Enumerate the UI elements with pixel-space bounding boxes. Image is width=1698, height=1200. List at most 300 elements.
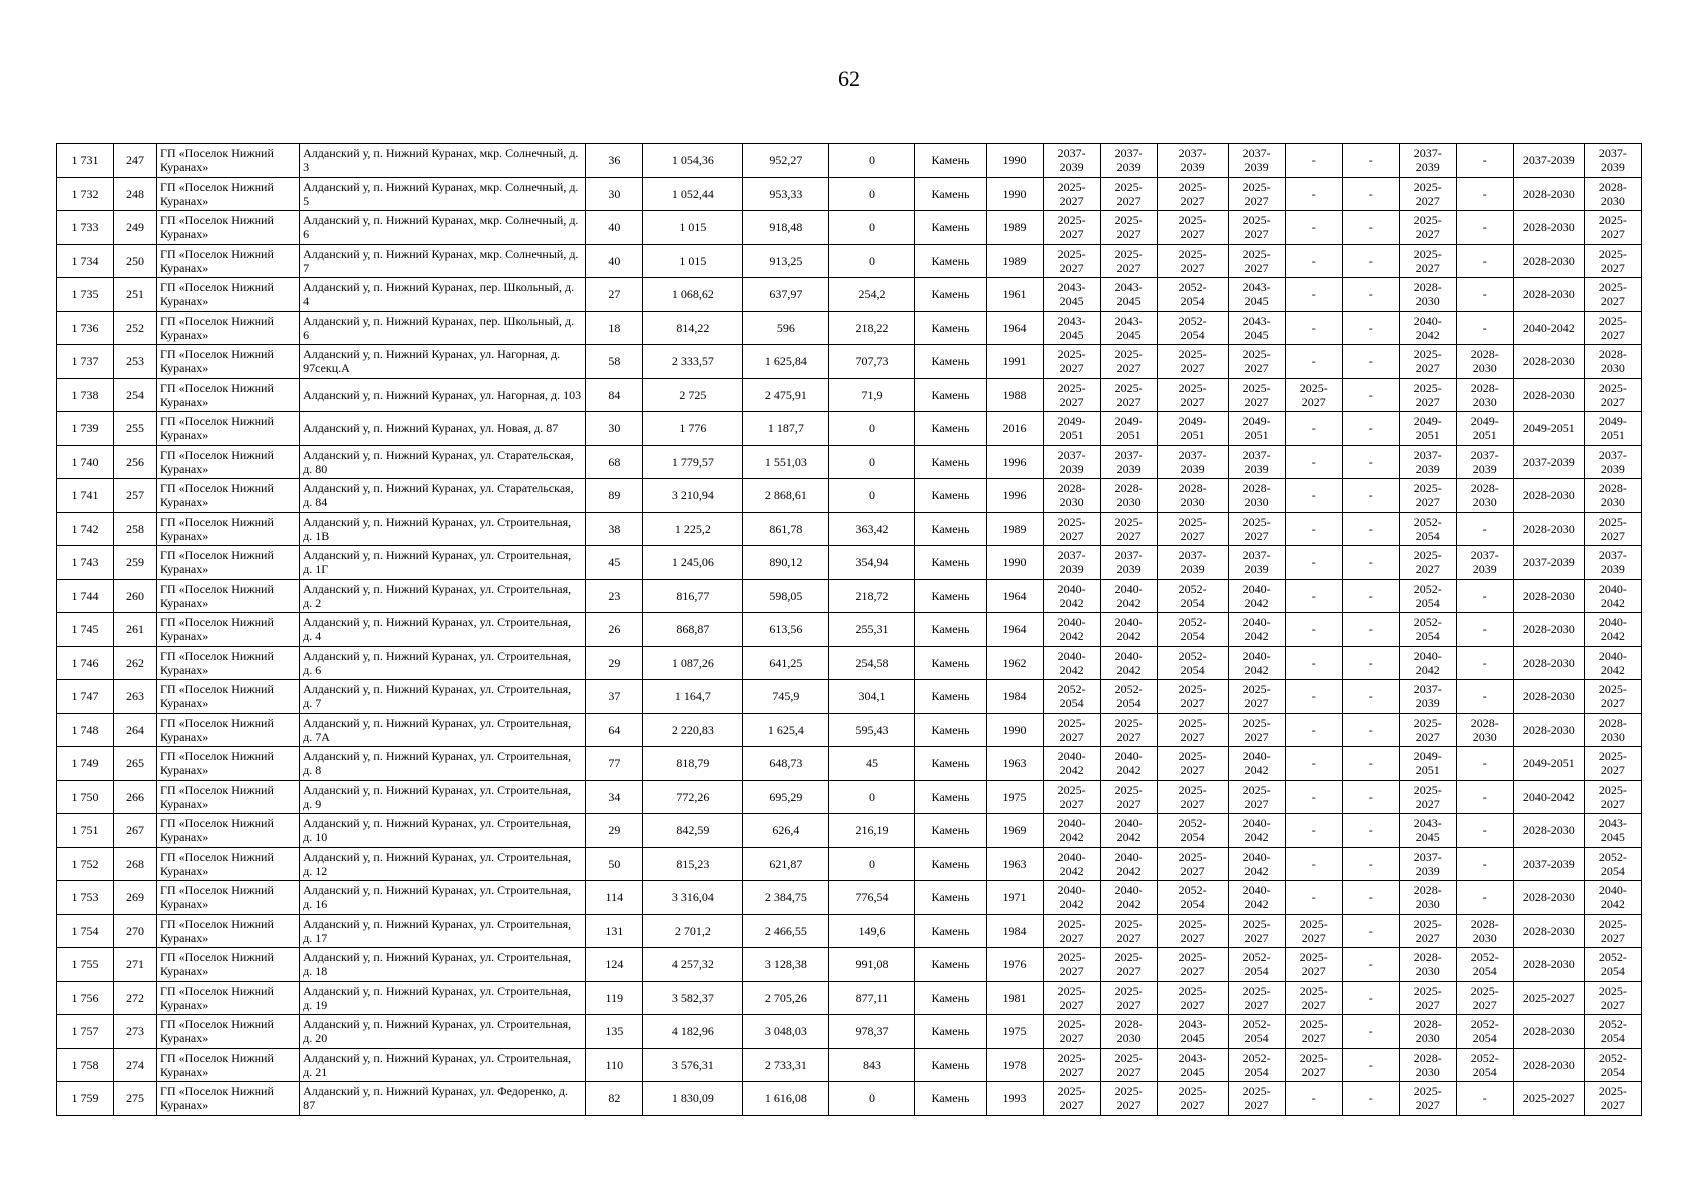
total-area-cell: 4 257,32 xyxy=(643,948,743,982)
municipality-cell: ГП «Поселок Нижний Куранах» xyxy=(157,412,300,446)
repair-period-cell: 2049- 2051 xyxy=(1456,412,1513,446)
repair-period-cell: - xyxy=(1285,780,1342,814)
repair-period-cell: 2028-2030 xyxy=(1513,881,1584,915)
table-row xyxy=(57,311,1642,345)
table-row xyxy=(57,144,1642,178)
year-built-cell: 1989 xyxy=(986,211,1043,245)
repair-period-cell: - xyxy=(1342,445,1399,479)
nonresidential-area-cell: 255,31 xyxy=(829,613,915,647)
repair-period-cell: 2028- 2030 xyxy=(1399,1015,1456,1049)
repair-period-cell: 2025- 2027 xyxy=(1043,345,1100,379)
repair-period-cell: 2025- 2027 xyxy=(1584,211,1641,245)
repair-period-cell: 2037- 2039 xyxy=(1456,445,1513,479)
repair-period-cell: 2025- 2027 xyxy=(1584,244,1641,278)
year-built-cell: 1963 xyxy=(986,747,1043,781)
repair-period-cell: 2040- 2042 xyxy=(1228,847,1285,881)
table-row xyxy=(57,981,1642,1015)
municipality-cell: ГП «Поселок Нижний Куранах» xyxy=(157,244,300,278)
municipality-cell: ГП «Поселок Нижний Куранах» xyxy=(157,680,300,714)
table-row xyxy=(57,412,1642,446)
nonresidential-area-cell: 877,11 xyxy=(829,981,915,1015)
wall-material-cell: Камень xyxy=(915,479,986,513)
address-cell: Алданский у, п. Нижний Куранах, ул. Строительная, д. 8 xyxy=(300,747,586,781)
repair-period-cell: 2025- 2027 xyxy=(1228,780,1285,814)
address-cell: Алданский у, п. Нижний Куранах, ул. Строительная, д. 2 xyxy=(300,579,586,613)
wall-material-cell: Камень xyxy=(915,244,986,278)
repair-period-cell: - xyxy=(1342,1082,1399,1116)
municipality-cell: ГП «Поселок Нижний Куранах» xyxy=(157,981,300,1015)
repair-period-cell: 2025- 2027 xyxy=(1285,981,1342,1015)
year-built-cell: 1990 xyxy=(986,546,1043,580)
repair-period-cell: 2025- 2027 xyxy=(1100,914,1157,948)
living-area-cell: 890,12 xyxy=(743,546,829,580)
living-area-cell: 1 625,4 xyxy=(743,713,829,747)
year-built-cell: 1964 xyxy=(986,579,1043,613)
local-number-cell: 253 xyxy=(114,345,157,379)
repair-period-cell: 2025- 2027 xyxy=(1399,211,1456,245)
row-number-cell: 1 745 xyxy=(57,613,114,647)
row-number-cell: 1 748 xyxy=(57,713,114,747)
living-area-cell: 626,4 xyxy=(743,814,829,848)
repair-period-cell: 2025- 2027 xyxy=(1584,278,1641,312)
repair-period-cell: 2025- 2027 xyxy=(1157,378,1228,412)
repair-period-cell: 2025- 2027 xyxy=(1228,1082,1285,1116)
repair-period-cell: 2040- 2042 xyxy=(1584,646,1641,680)
repair-period-cell: 2025- 2027 xyxy=(1285,948,1342,982)
living-area-cell: 648,73 xyxy=(743,747,829,781)
repair-period-cell: 2025- 2027 xyxy=(1157,345,1228,379)
repair-period-cell: 2037-2039 xyxy=(1513,546,1584,580)
repair-period-cell: 2025- 2027 xyxy=(1043,1048,1100,1082)
address-cell: Алданский у, п. Нижний Куранах, ул. Старательская, д. 80 xyxy=(300,445,586,479)
repair-period-cell: 2028- 2030 xyxy=(1456,345,1513,379)
wall-material-cell: Камень xyxy=(915,948,986,982)
total-area-cell: 1 779,57 xyxy=(643,445,743,479)
local-number-cell: 251 xyxy=(114,278,157,312)
nonresidential-area-cell: 0 xyxy=(829,847,915,881)
repair-period-cell: 2037- 2039 xyxy=(1399,144,1456,178)
wall-material-cell: Камень xyxy=(915,680,986,714)
repair-period-cell: 2025- 2027 xyxy=(1285,914,1342,948)
municipality-cell: ГП «Поселок Нижний Куранах» xyxy=(157,211,300,245)
local-number-cell: 250 xyxy=(114,244,157,278)
repair-period-cell: - xyxy=(1342,278,1399,312)
municipality-cell: ГП «Поселок Нижний Куранах» xyxy=(157,646,300,680)
repair-period-cell: 2040- 2042 xyxy=(1100,646,1157,680)
repair-period-cell: 2052- 2054 xyxy=(1157,311,1228,345)
repair-period-cell: 2037- 2039 xyxy=(1456,546,1513,580)
municipality-cell: ГП «Поселок Нижний Куранах» xyxy=(157,1015,300,1049)
local-number-cell: 256 xyxy=(114,445,157,479)
table-row xyxy=(57,680,1642,714)
living-area-cell: 598,05 xyxy=(743,579,829,613)
apartments-cell: 84 xyxy=(586,378,643,412)
row-number-cell: 1 751 xyxy=(57,814,114,848)
total-area-cell: 868,87 xyxy=(643,613,743,647)
repair-period-cell: - xyxy=(1342,1048,1399,1082)
repair-period-cell: - xyxy=(1342,378,1399,412)
address-cell: Алданский у, п. Нижний Куранах, мкр. Солнечный, д. 3 xyxy=(300,144,586,178)
repair-period-cell: 2025- 2027 xyxy=(1043,512,1100,546)
living-area-cell: 3 128,38 xyxy=(743,948,829,982)
repair-period-cell: 2028- 2030 xyxy=(1456,479,1513,513)
repair-period-cell: - xyxy=(1342,412,1399,446)
repair-period-cell: 2025- 2027 xyxy=(1584,747,1641,781)
nonresidential-area-cell: 0 xyxy=(829,1082,915,1116)
row-number-cell: 1 758 xyxy=(57,1048,114,1082)
repair-period-cell: 2025-2027 xyxy=(1513,1082,1584,1116)
year-built-cell: 1996 xyxy=(986,479,1043,513)
nonresidential-area-cell: 0 xyxy=(829,144,915,178)
repair-period-cell: - xyxy=(1456,747,1513,781)
repair-period-cell: 2052- 2054 xyxy=(1157,579,1228,613)
repair-period-cell: 2043- 2045 xyxy=(1399,814,1456,848)
apartments-cell: 40 xyxy=(586,244,643,278)
wall-material-cell: Камень xyxy=(915,881,986,915)
repair-period-cell: 2037- 2039 xyxy=(1157,144,1228,178)
repair-period-cell: 2025- 2027 xyxy=(1584,512,1641,546)
repair-period-cell: 2025- 2027 xyxy=(1157,1082,1228,1116)
total-area-cell: 1 225,2 xyxy=(643,512,743,546)
repair-period-cell: 2025- 2027 xyxy=(1100,1048,1157,1082)
table-row xyxy=(57,378,1642,412)
year-built-cell: 1969 xyxy=(986,814,1043,848)
address-cell: Алданский у, п. Нижний Куранах, ул. Строительная, д. 6 xyxy=(300,646,586,680)
nonresidential-area-cell: 595,43 xyxy=(829,713,915,747)
repair-period-cell: - xyxy=(1285,646,1342,680)
repair-period-cell: - xyxy=(1285,546,1342,580)
repair-period-cell: 2037- 2039 xyxy=(1228,546,1285,580)
apartments-cell: 124 xyxy=(586,948,643,982)
repair-period-cell: 2025- 2027 xyxy=(1157,177,1228,211)
repair-period-cell: 2052- 2054 xyxy=(1157,881,1228,915)
repair-period-cell: - xyxy=(1456,613,1513,647)
total-area-cell: 3 582,37 xyxy=(643,981,743,1015)
address-cell: Алданский у, п. Нижний Куранах, ул. Строительная, д. 21 xyxy=(300,1048,586,1082)
year-built-cell: 1990 xyxy=(986,177,1043,211)
repair-period-cell: 2037- 2039 xyxy=(1157,546,1228,580)
total-area-cell: 4 182,96 xyxy=(643,1015,743,1049)
nonresidential-area-cell: 991,08 xyxy=(829,948,915,982)
repair-period-cell: 2040- 2042 xyxy=(1228,613,1285,647)
total-area-cell: 1 052,44 xyxy=(643,177,743,211)
living-area-cell: 3 048,03 xyxy=(743,1015,829,1049)
municipality-cell: ГП «Поселок Нижний Куранах» xyxy=(157,445,300,479)
table-row xyxy=(57,1015,1642,1049)
living-area-cell: 918,48 xyxy=(743,211,829,245)
local-number-cell: 272 xyxy=(114,981,157,1015)
repair-period-cell: 2025- 2027 xyxy=(1228,914,1285,948)
row-number-cell: 1 754 xyxy=(57,914,114,948)
repair-period-cell: - xyxy=(1342,479,1399,513)
repair-period-cell: - xyxy=(1285,345,1342,379)
repair-period-cell: 2052- 2054 xyxy=(1399,512,1456,546)
year-built-cell: 1993 xyxy=(986,1082,1043,1116)
year-built-cell: 1981 xyxy=(986,981,1043,1015)
apartments-cell: 131 xyxy=(586,914,643,948)
repair-period-cell: 2025- 2027 xyxy=(1285,378,1342,412)
repair-period-cell: 2025- 2027 xyxy=(1043,177,1100,211)
repair-period-cell: 2040- 2042 xyxy=(1043,613,1100,647)
row-number-cell: 1 744 xyxy=(57,579,114,613)
living-area-cell: 641,25 xyxy=(743,646,829,680)
repair-period-cell: 2052- 2054 xyxy=(1228,1015,1285,1049)
repair-period-cell: 2040- 2042 xyxy=(1584,579,1641,613)
wall-material-cell: Камень xyxy=(915,412,986,446)
wall-material-cell: Камень xyxy=(915,613,986,647)
repair-period-cell: 2028- 2030 xyxy=(1399,278,1456,312)
total-area-cell: 818,79 xyxy=(643,747,743,781)
apartments-cell: 30 xyxy=(586,412,643,446)
table-row xyxy=(57,948,1642,982)
repair-period-cell: 2025- 2027 xyxy=(1157,680,1228,714)
municipality-cell: ГП «Поселок Нижний Куранах» xyxy=(157,512,300,546)
repair-period-cell: 2052- 2054 xyxy=(1043,680,1100,714)
repair-period-cell: - xyxy=(1342,345,1399,379)
nonresidential-area-cell: 218,22 xyxy=(829,311,915,345)
repair-period-cell: 2025- 2027 xyxy=(1100,948,1157,982)
local-number-cell: 273 xyxy=(114,1015,157,1049)
repair-period-cell: 2040- 2042 xyxy=(1100,847,1157,881)
row-number-cell: 1 742 xyxy=(57,512,114,546)
repair-period-cell: 2028- 2030 xyxy=(1100,479,1157,513)
repair-period-cell: 2040- 2042 xyxy=(1584,613,1641,647)
repair-period-cell: 2028- 2030 xyxy=(1456,378,1513,412)
total-area-cell: 2 220,83 xyxy=(643,713,743,747)
repair-period-cell: 2028- 2030 xyxy=(1100,1015,1157,1049)
repair-period-cell: 2037-2039 xyxy=(1513,445,1584,479)
apartments-cell: 119 xyxy=(586,981,643,1015)
municipality-cell: ГП «Поселок Нижний Куранах» xyxy=(157,914,300,948)
address-cell: Алданский у, п. Нижний Куранах, ул. Строительная, д. 4 xyxy=(300,613,586,647)
total-area-cell: 814,22 xyxy=(643,311,743,345)
nonresidential-area-cell: 0 xyxy=(829,244,915,278)
address-cell: Алданский у, п. Нижний Куранах, ул. Старательская, д. 84 xyxy=(300,479,586,513)
apartments-cell: 45 xyxy=(586,546,643,580)
repair-period-cell: 2040- 2042 xyxy=(1228,579,1285,613)
repair-period-cell: 2052- 2054 xyxy=(1157,613,1228,647)
living-area-cell: 745,9 xyxy=(743,680,829,714)
address-cell: Алданский у, п. Нижний Куранах, ул. Нагорная, д. 97секц.А xyxy=(300,345,586,379)
repair-period-cell: 2040- 2042 xyxy=(1043,747,1100,781)
repair-period-cell: 2025- 2027 xyxy=(1399,177,1456,211)
row-number-cell: 1 735 xyxy=(57,278,114,312)
wall-material-cell: Камень xyxy=(915,713,986,747)
repair-period-cell: - xyxy=(1342,948,1399,982)
repair-period-cell: 2025- 2027 xyxy=(1584,914,1641,948)
wall-material-cell: Камень xyxy=(915,1048,986,1082)
repair-period-cell: 2049- 2051 xyxy=(1584,412,1641,446)
repair-period-cell: - xyxy=(1285,211,1342,245)
wall-material-cell: Камень xyxy=(915,1082,986,1116)
repair-period-cell: 2025- 2027 xyxy=(1043,914,1100,948)
row-number-cell: 1 750 xyxy=(57,780,114,814)
address-cell: Алданский у, п. Нижний Куранах, ул. Строительная, д. 9 xyxy=(300,780,586,814)
municipality-cell: ГП «Поселок Нижний Куранах» xyxy=(157,847,300,881)
nonresidential-area-cell: 0 xyxy=(829,211,915,245)
repair-period-cell: 2025-2027 xyxy=(1513,981,1584,1015)
row-number-cell: 1 739 xyxy=(57,412,114,446)
repair-period-cell: 2028- 2030 xyxy=(1399,881,1456,915)
living-area-cell: 861,78 xyxy=(743,512,829,546)
repair-period-cell: - xyxy=(1285,613,1342,647)
living-area-cell: 637,97 xyxy=(743,278,829,312)
address-cell: Алданский у, п. Нижний Куранах, ул. Строительная, д. 18 xyxy=(300,948,586,982)
table-row xyxy=(57,244,1642,278)
apartments-cell: 37 xyxy=(586,680,643,714)
municipality-cell: ГП «Поселок Нижний Куранах» xyxy=(157,144,300,178)
apartments-cell: 34 xyxy=(586,780,643,814)
municipality-cell: ГП «Поселок Нижний Куранах» xyxy=(157,780,300,814)
repair-period-cell: - xyxy=(1342,780,1399,814)
total-area-cell: 1 164,7 xyxy=(643,680,743,714)
local-number-cell: 270 xyxy=(114,914,157,948)
repair-period-cell: 2043- 2045 xyxy=(1228,278,1285,312)
repair-period-cell: 2037- 2039 xyxy=(1584,546,1641,580)
repair-period-cell: 2040- 2042 xyxy=(1043,847,1100,881)
repair-period-cell: 2025- 2027 xyxy=(1228,378,1285,412)
repair-period-cell: 2040- 2042 xyxy=(1399,311,1456,345)
repair-period-cell: 2049- 2051 xyxy=(1399,412,1456,446)
local-number-cell: 269 xyxy=(114,881,157,915)
repair-period-cell: 2040- 2042 xyxy=(1100,747,1157,781)
repair-period-cell: - xyxy=(1342,646,1399,680)
local-number-cell: 259 xyxy=(114,546,157,580)
local-number-cell: 264 xyxy=(114,713,157,747)
address-cell: Алданский у, п. Нижний Куранах, ул. Строительная, д. 19 xyxy=(300,981,586,1015)
repair-period-cell: 2037- 2039 xyxy=(1100,546,1157,580)
year-built-cell: 1971 xyxy=(986,881,1043,915)
wall-material-cell: Камень xyxy=(915,445,986,479)
table-row xyxy=(57,177,1642,211)
municipality-cell: ГП «Поселок Нижний Куранах» xyxy=(157,177,300,211)
repair-period-cell: - xyxy=(1342,1015,1399,1049)
repair-period-cell: 2025- 2027 xyxy=(1399,981,1456,1015)
year-built-cell: 1963 xyxy=(986,847,1043,881)
repair-period-cell: 2028-2030 xyxy=(1513,914,1584,948)
address-cell: Алданский у, п. Нижний Куранах, ул. Строительная, д. 1В xyxy=(300,512,586,546)
apartments-cell: 27 xyxy=(586,278,643,312)
repair-period-cell: 2028-2030 xyxy=(1513,646,1584,680)
total-area-cell: 815,23 xyxy=(643,847,743,881)
local-number-cell: 274 xyxy=(114,1048,157,1082)
repair-period-cell: 2025- 2027 xyxy=(1399,713,1456,747)
repair-period-cell: 2043- 2045 xyxy=(1043,311,1100,345)
wall-material-cell: Камень xyxy=(915,311,986,345)
apartments-cell: 77 xyxy=(586,747,643,781)
wall-material-cell: Камень xyxy=(915,345,986,379)
repair-period-cell: - xyxy=(1342,881,1399,915)
repair-period-cell: 2025- 2027 xyxy=(1584,981,1641,1015)
repair-period-cell: 2025- 2027 xyxy=(1399,479,1456,513)
row-number-cell: 1 759 xyxy=(57,1082,114,1116)
wall-material-cell: Камень xyxy=(915,144,986,178)
repair-period-cell: 2052- 2054 xyxy=(1100,680,1157,714)
municipality-cell: ГП «Поселок Нижний Куранах» xyxy=(157,881,300,915)
repair-period-cell: 2025- 2027 xyxy=(1043,713,1100,747)
repair-period-cell: - xyxy=(1285,412,1342,446)
apartments-cell: 29 xyxy=(586,646,643,680)
repair-period-cell: 2025- 2027 xyxy=(1228,512,1285,546)
apartments-cell: 18 xyxy=(586,311,643,345)
living-area-cell: 913,25 xyxy=(743,244,829,278)
repair-period-cell: 2040- 2042 xyxy=(1043,814,1100,848)
apartments-cell: 26 xyxy=(586,613,643,647)
repair-period-cell: - xyxy=(1285,579,1342,613)
repair-period-cell: - xyxy=(1285,847,1342,881)
local-number-cell: 266 xyxy=(114,780,157,814)
table-row xyxy=(57,881,1642,915)
repair-period-cell: 2043- 2045 xyxy=(1228,311,1285,345)
repair-period-cell: 2028-2030 xyxy=(1513,713,1584,747)
repair-period-cell: 2025- 2027 xyxy=(1399,546,1456,580)
row-number-cell: 1 756 xyxy=(57,981,114,1015)
repair-period-cell: - xyxy=(1285,680,1342,714)
repair-period-cell: - xyxy=(1456,311,1513,345)
repair-period-cell: 2028-2030 xyxy=(1513,579,1584,613)
row-number-cell: 1 749 xyxy=(57,747,114,781)
repair-period-cell: 2040- 2042 xyxy=(1584,881,1641,915)
repair-period-cell: 2037- 2039 xyxy=(1228,144,1285,178)
repair-period-cell: 2025- 2027 xyxy=(1584,680,1641,714)
address-cell: Алданский у, п. Нижний Куранах, мкр. Солнечный, д. 5 xyxy=(300,177,586,211)
repair-period-cell: 2025- 2027 xyxy=(1100,780,1157,814)
repair-period-cell: 2037-2039 xyxy=(1513,144,1584,178)
repair-period-cell: 2025- 2027 xyxy=(1584,780,1641,814)
local-number-cell: 261 xyxy=(114,613,157,647)
year-built-cell: 1984 xyxy=(986,914,1043,948)
repair-period-cell: - xyxy=(1456,680,1513,714)
repair-period-cell: 2052- 2054 xyxy=(1456,1015,1513,1049)
row-number-cell: 1 738 xyxy=(57,378,114,412)
local-number-cell: 257 xyxy=(114,479,157,513)
table-row xyxy=(57,847,1642,881)
repair-period-cell: 2025- 2027 xyxy=(1100,981,1157,1015)
repair-period-cell: - xyxy=(1342,211,1399,245)
total-area-cell: 2 725 xyxy=(643,378,743,412)
year-built-cell: 1961 xyxy=(986,278,1043,312)
repair-period-cell: 2052- 2054 xyxy=(1228,1048,1285,1082)
repair-period-cell: 2025- 2027 xyxy=(1399,244,1456,278)
municipality-cell: ГП «Поселок Нижний Куранах» xyxy=(157,814,300,848)
repair-period-cell: 2043- 2045 xyxy=(1100,311,1157,345)
repair-period-cell: - xyxy=(1342,814,1399,848)
apartments-cell: 82 xyxy=(586,1082,643,1116)
municipality-cell: ГП «Поселок Нижний Куранах» xyxy=(157,613,300,647)
repair-period-cell: - xyxy=(1456,144,1513,178)
year-built-cell: 1976 xyxy=(986,948,1043,982)
repair-period-cell: 2025- 2027 xyxy=(1399,1082,1456,1116)
repair-period-cell: 2025- 2027 xyxy=(1043,378,1100,412)
wall-material-cell: Камень xyxy=(915,747,986,781)
row-number-cell: 1 740 xyxy=(57,445,114,479)
wall-material-cell: Камень xyxy=(915,847,986,881)
nonresidential-area-cell: 304,1 xyxy=(829,680,915,714)
year-built-cell: 1964 xyxy=(986,613,1043,647)
housing-repair-schedule-table xyxy=(56,143,1642,1116)
repair-period-cell: 2025- 2027 xyxy=(1157,780,1228,814)
repair-period-cell: 2040- 2042 xyxy=(1399,646,1456,680)
repair-period-cell: 2028- 2030 xyxy=(1584,479,1641,513)
year-built-cell: 1990 xyxy=(986,713,1043,747)
repair-period-cell: 2025- 2027 xyxy=(1100,512,1157,546)
wall-material-cell: Камень xyxy=(915,646,986,680)
municipality-cell: ГП «Поселок Нижний Куранах» xyxy=(157,948,300,982)
repair-period-cell: 2025- 2027 xyxy=(1399,345,1456,379)
repair-period-cell: 2052- 2054 xyxy=(1584,1048,1641,1082)
repair-period-cell: 2052- 2054 xyxy=(1157,646,1228,680)
repair-period-cell: 2028-2030 xyxy=(1513,211,1584,245)
